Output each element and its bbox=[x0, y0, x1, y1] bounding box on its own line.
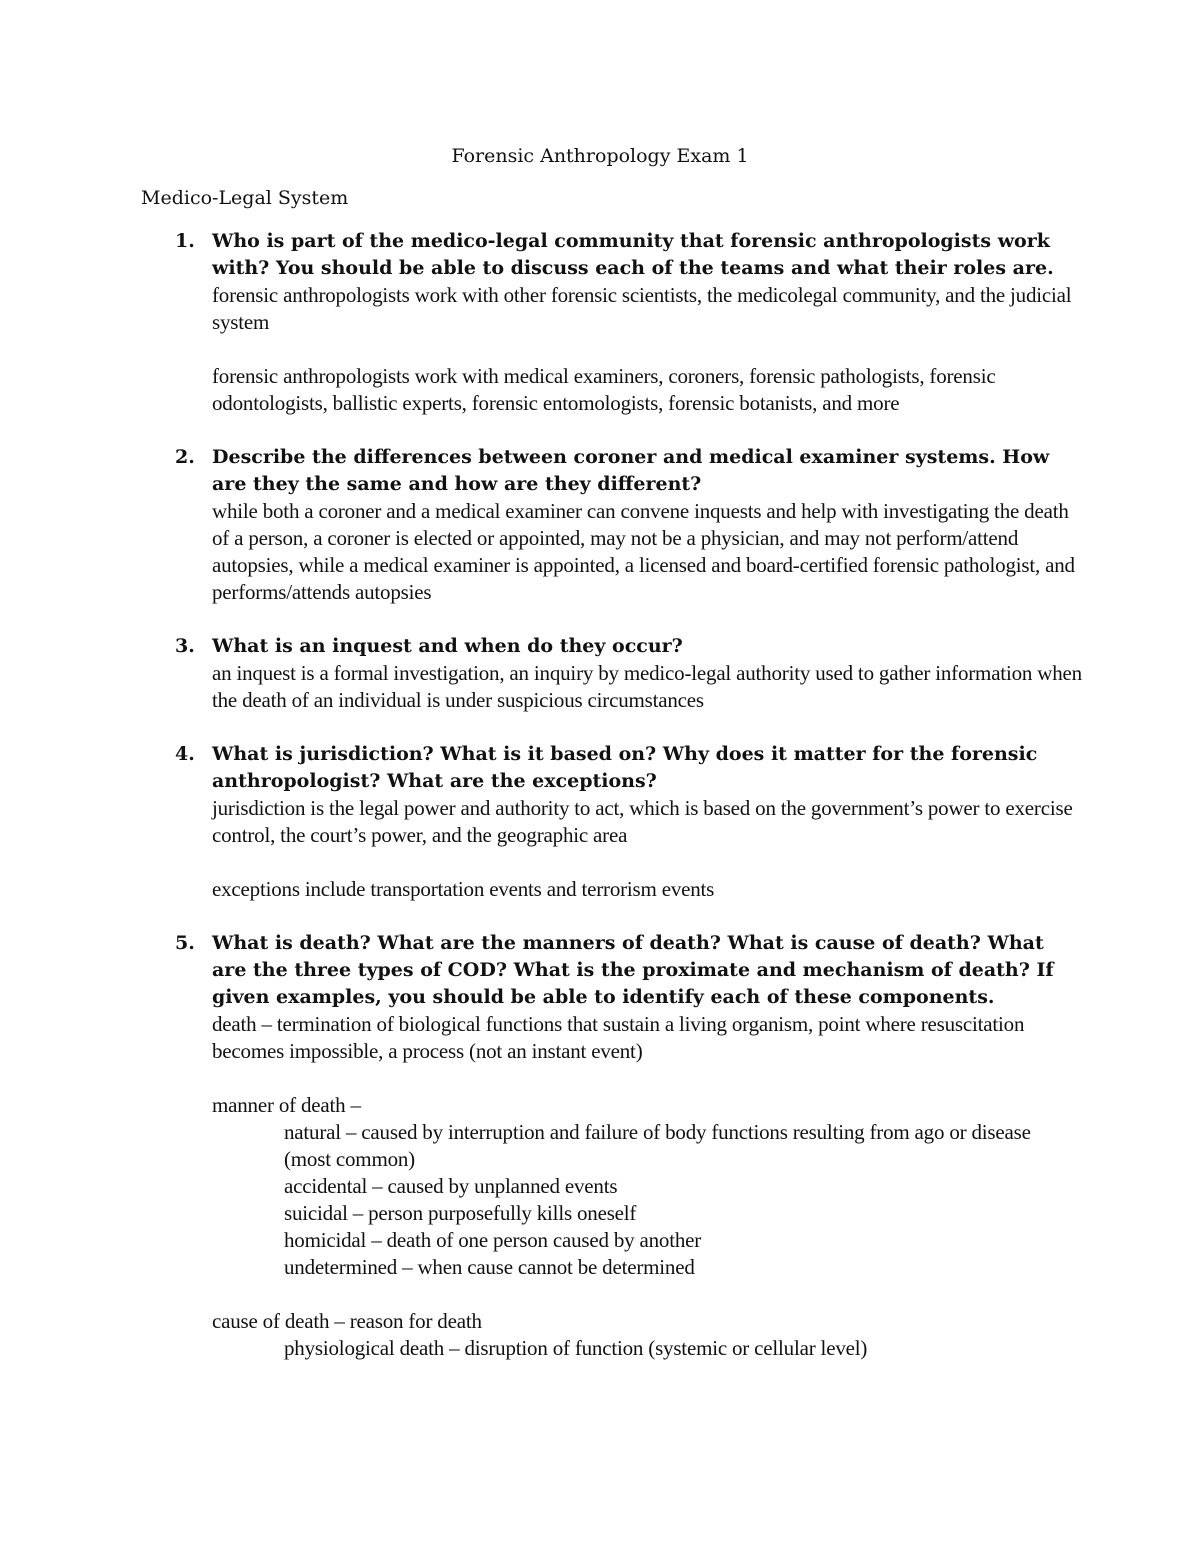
list-item bbox=[0, 228, 1200, 417]
item-body bbox=[212, 930, 1082, 1362]
answer-text: exceptions include transportation events and terrorism events bbox=[212, 877, 715, 901]
answer-text: forensic anthropologists work with medical examiners, coroners, forensic pathologists, forensic odontologists, ballistic experts, forensic entomologists, forensic botanists, and more bbox=[212, 364, 996, 415]
answer-text: death – termination of biological functions that sustain a living organism, point where resuscitation becomes impossible, a process (not an instant event) bbox=[212, 1012, 1025, 1063]
paragraph-gap bbox=[212, 1065, 1082, 1092]
question-text: What is an inquest and when do they occur? bbox=[212, 635, 683, 657]
item-number: 1. bbox=[175, 230, 195, 252]
answer-text: forensic anthropologists work with other forensic scientists, the medicolegal community, and the judicial system bbox=[212, 283, 1072, 334]
list-item bbox=[0, 633, 1200, 714]
item-body bbox=[212, 444, 1082, 606]
question-text: Who is part of the medico-legal community that forensic anthropologists work with? You should be able to discuss each of the teams and what their roles are. bbox=[212, 230, 1054, 279]
list-item bbox=[0, 444, 1200, 606]
answer-text: while both a coroner and a medical examiner can convene inquests and help with investigating the death of a person, a coroner is elected or appointed, may not be a physician, and may not perform/attend autopsies, while a medical examiner is appointed, a licensed and board-certified forensic pathologist, and performs/attends autopsies bbox=[212, 499, 1075, 604]
question-text: What is death? What are the manners of death? What is cause of death? What are the three types of COD? What is the proximate and mechanism of death? If given examples, you should be able to identify each of these components. bbox=[212, 932, 1054, 1008]
answer-text: an inquest is a formal investigation, an inquiry by medico-legal authority used to gather information when the death of an individual is under suspicious circumstances bbox=[212, 661, 1082, 712]
manner-item: accidental – caused by unplanned events bbox=[284, 1174, 618, 1198]
item-body bbox=[212, 228, 1082, 417]
manner-item: homicidal – death of one person caused by another bbox=[284, 1228, 702, 1252]
paragraph-gap bbox=[212, 336, 1082, 363]
paragraph-gap bbox=[212, 849, 1082, 876]
section-heading: Medico-Legal System bbox=[141, 187, 349, 209]
item-number: 4. bbox=[175, 743, 195, 765]
answer-text: jurisdiction is the legal power and authority to act, which is based on the government’s power to exercise control, the court’s power, and the geographic area bbox=[212, 796, 1073, 847]
item-body bbox=[212, 741, 1082, 903]
question-text: What is jurisdiction? What is it based on? Why does it matter for the forensic anthropologist? What are the exceptions? bbox=[212, 743, 1038, 792]
item-number: 5. bbox=[175, 932, 195, 954]
document-title: Forensic Anthropology Exam 1 bbox=[451, 145, 749, 167]
question-text: Describe the differences between coroner and medical examiner systems. How are they the same and how are they different? bbox=[212, 446, 1050, 495]
list-item bbox=[0, 741, 1200, 903]
list-item bbox=[0, 930, 1200, 1362]
item-number: 3. bbox=[175, 635, 195, 657]
item-number: 2. bbox=[175, 446, 195, 468]
paragraph-gap bbox=[212, 1281, 1082, 1308]
manner-item: natural – caused by interruption and failure of body functions resulting from ago or disease (most common) bbox=[284, 1120, 1031, 1171]
cause-heading: cause of death – reason for death bbox=[212, 1309, 482, 1333]
manner-heading: manner of death – bbox=[212, 1093, 361, 1117]
cause-item: physiological death – disruption of function (systemic or cellular level) bbox=[284, 1336, 868, 1360]
manner-item: suicidal – person purposefully kills oneself bbox=[284, 1201, 637, 1225]
manner-item: undetermined – when cause cannot be determined bbox=[284, 1255, 695, 1279]
item-body bbox=[212, 633, 1082, 714]
question-list bbox=[0, 228, 1200, 1389]
